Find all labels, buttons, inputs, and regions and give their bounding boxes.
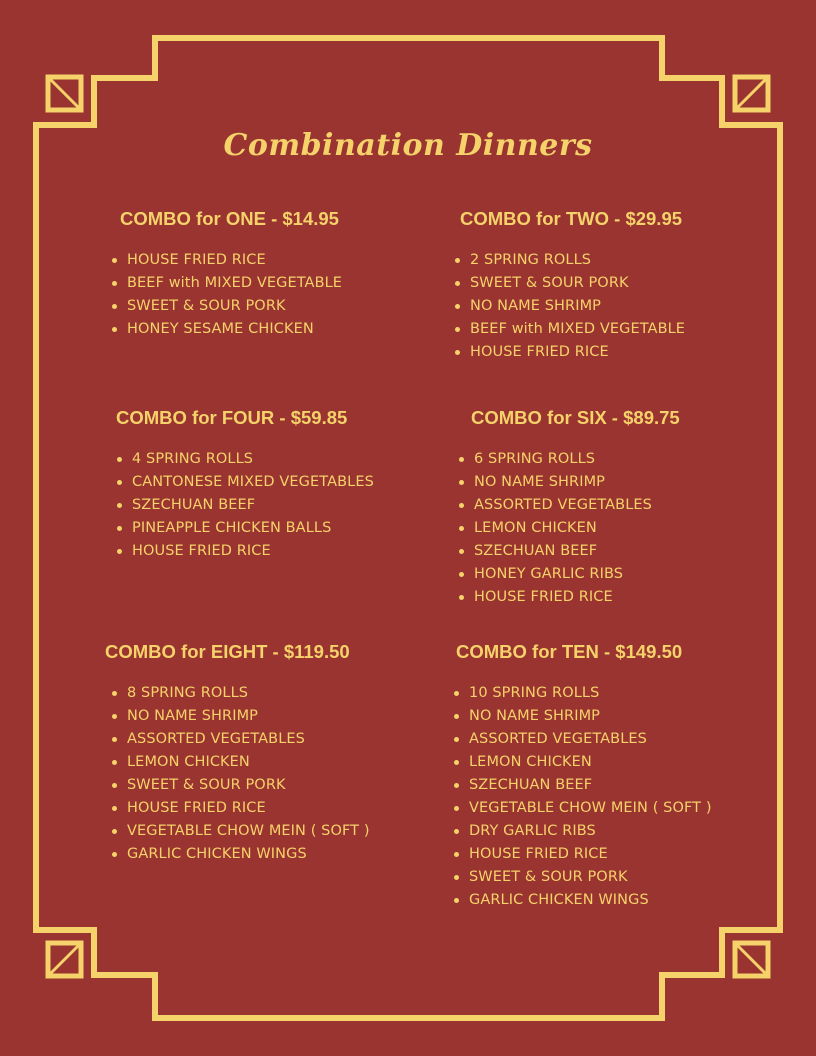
- list-item: HOUSE FRIED RICE: [111, 797, 370, 820]
- combo-four: [116, 407, 374, 563]
- list-item: SZECHUAN BEEF: [116, 494, 374, 517]
- combo-ten: [456, 641, 712, 912]
- combo-item-list: [458, 448, 680, 609]
- list-item: 4 SPRING ROLLS: [116, 448, 374, 471]
- list-item: HONEY GARLIC RIBS: [458, 563, 680, 586]
- list-item: HOUSE FRIED RICE: [116, 540, 374, 563]
- list-item: VEGETABLE CHOW MEIN ( SOFT ): [453, 797, 712, 820]
- list-item: 8 SPRING ROLLS: [111, 682, 370, 705]
- list-item: ASSORTED VEGETABLES: [458, 494, 680, 517]
- list-item: SWEET & SOUR PORK: [454, 272, 685, 295]
- list-item: LEMON CHICKEN: [111, 751, 370, 774]
- combo-heading: COMBO for EIGHT - $119.50: [105, 641, 350, 662]
- page-title: Combination Dinners: [223, 128, 593, 163]
- list-item: DRY GARLIC RIBS: [453, 820, 712, 843]
- combo-heading: COMBO for FOUR - $59.85: [116, 407, 348, 428]
- list-item: GARLIC CHICKEN WINGS: [111, 843, 370, 866]
- combo-heading: COMBO for ONE - $14.95: [120, 208, 339, 229]
- combo-heading: COMBO for TEN - $149.50: [456, 641, 683, 662]
- list-item: NO NAME SHRIMP: [111, 705, 370, 728]
- list-item: NO NAME SHRIMP: [458, 471, 680, 494]
- list-item: SWEET & SOUR PORK: [111, 295, 342, 318]
- list-item: HOUSE FRIED RICE: [453, 843, 712, 866]
- list-item: 2 SPRING ROLLS: [454, 249, 685, 272]
- list-item: LEMON CHICKEN: [458, 517, 680, 540]
- combo-item-list: [453, 682, 712, 912]
- combo-item-list: [111, 682, 370, 866]
- list-item: PINEAPPLE CHICKEN BALLS: [116, 517, 374, 540]
- list-item: LEMON CHICKEN: [453, 751, 712, 774]
- combo-two: [460, 208, 685, 364]
- list-item: SWEET & SOUR PORK: [453, 866, 712, 889]
- combo-item-list: [111, 249, 342, 341]
- list-item: SZECHUAN BEEF: [458, 540, 680, 563]
- list-item: HOUSE FRIED RICE: [454, 341, 685, 364]
- list-item: 6 SPRING ROLLS: [458, 448, 680, 471]
- list-item: SZECHUAN BEEF: [453, 774, 712, 797]
- list-item: GARLIC CHICKEN WINGS: [453, 889, 712, 912]
- list-item: HOUSE FRIED RICE: [111, 249, 342, 272]
- combo-six: [471, 407, 680, 609]
- list-item: NO NAME SHRIMP: [454, 295, 685, 318]
- corner-ornament-bottom-left: [48, 943, 81, 976]
- list-item: BEEF with MIXED VEGETABLE: [111, 272, 342, 295]
- combo-heading: COMBO for SIX - $89.75: [471, 407, 680, 428]
- combo-heading: COMBO for TWO - $29.95: [460, 208, 683, 229]
- corner-ornament-top-right: [735, 77, 768, 110]
- list-item: BEEF with MIXED VEGETABLE: [454, 318, 685, 341]
- list-item: ASSORTED VEGETABLES: [453, 728, 712, 751]
- combo-item-list: [454, 249, 685, 364]
- list-item: NO NAME SHRIMP: [453, 705, 712, 728]
- list-item: SWEET & SOUR PORK: [111, 774, 370, 797]
- corner-ornament-top-left: [48, 77, 81, 110]
- list-item: 10 SPRING ROLLS: [453, 682, 712, 705]
- list-item: VEGETABLE CHOW MEIN ( SOFT ): [111, 820, 370, 843]
- combo-item-list: [116, 448, 374, 563]
- list-item: ASSORTED VEGETABLES: [111, 728, 370, 751]
- list-item: HOUSE FRIED RICE: [458, 586, 680, 609]
- list-item: HONEY SESAME CHICKEN: [111, 318, 342, 341]
- corner-ornament-bottom-right: [735, 943, 768, 976]
- combo-one: [120, 208, 342, 341]
- combo-eight: [105, 641, 370, 866]
- list-item: CANTONESE MIXED VEGETABLES: [116, 471, 374, 494]
